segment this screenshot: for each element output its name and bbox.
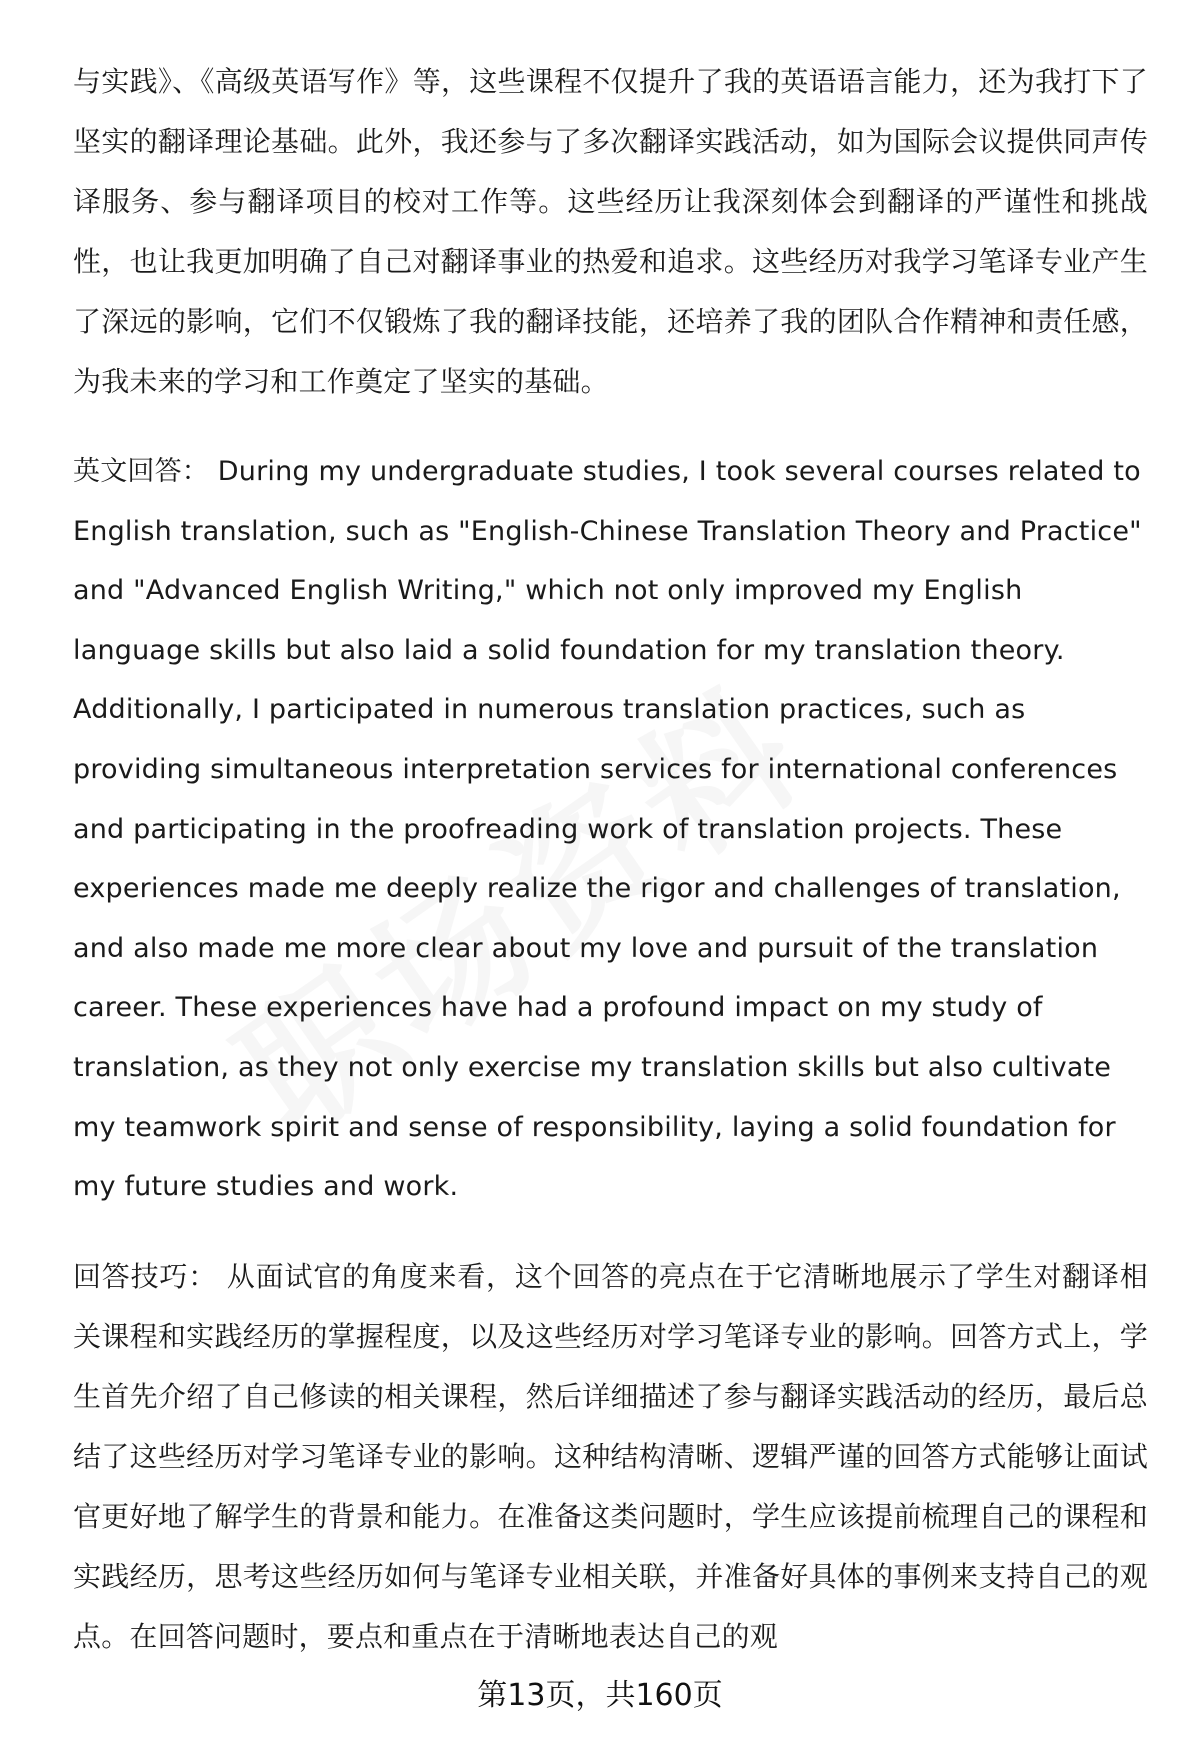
- english-answer-text: During my undergraduate studies, I took several courses related to English translation, such as "English-Chinese Translation Theory and Practice" and "Advanced English Writing," which not only improved my English language skills but also laid a solid foundation for my translation theory. Additionally, I participated in numerous translation practices, such as providing simultaneous interpretation services for international conferences and participating in the proofreading work of translation projects. These experiences made me deeply realize the rigor and challenges of translation, and also made me more clear about my love and pursuit of the translation career. These experiences have had a profound impact on my study of translation, as they not only exercise my translation skills but also cultivate my teamwork spirit and sense of responsibility, laying a solid foundation for my future studies and work.: [73, 456, 1142, 1203]
- tips-text: 从面试官的角度来看，这个回答的亮点在于它清晰地展示了学生对翻译相关课程和实践经历的掌握程度，以及这些经历对学习笔译专业的影响。回答方式上，学生首先介绍了自己修读的相关课程，然后详细描述了参与翻译实践活动的经历，最后总结了这些经历对学习笔译专业的影响。这种结构清晰、逻辑严谨的回答方式能够让面试官更好地了解学生的背景和能力。在准备这类问题时，学生应该提前梳理自己的课程和实践经历，思考这些经历如何与笔译专业相关联，并准备好具体的事例来支持自己的观点。在回答问题时，要点和重点在于清晰地表达自己的观: [73, 1259, 1148, 1653]
- english-answer-label: 英文回答：: [73, 456, 209, 487]
- page-indicator: 第13页，共160页: [477, 1678, 723, 1713]
- tips-paragraph: [73, 1247, 1148, 1667]
- english-answer-paragraph: [73, 442, 1148, 1217]
- paragraph-continued: 与实践》、《高级英语写作》等，这些课程不仅提升了我的英语语言能力，还为我打下了坚实的翻译理论基础。此外，我还参与了多次翻译实践活动，如为国际会议提供同声传译服务、参与翻译项目的校对工作等。这些经历让我深刻体会到翻译的严谨性和挑战性，也让我更加明确了自己对翻译事业的热爱和追求。这些经历对我学习笔译专业产生了深远的影响，它们不仅锻炼了我的翻译技能，还培养了我的团队合作精神和责任感，为我未来的学习和工作奠定了坚实的基础。: [73, 65, 1148, 398]
- tips-label: 回答技巧：: [73, 1259, 218, 1293]
- document-page: [73, 52, 1148, 1667]
